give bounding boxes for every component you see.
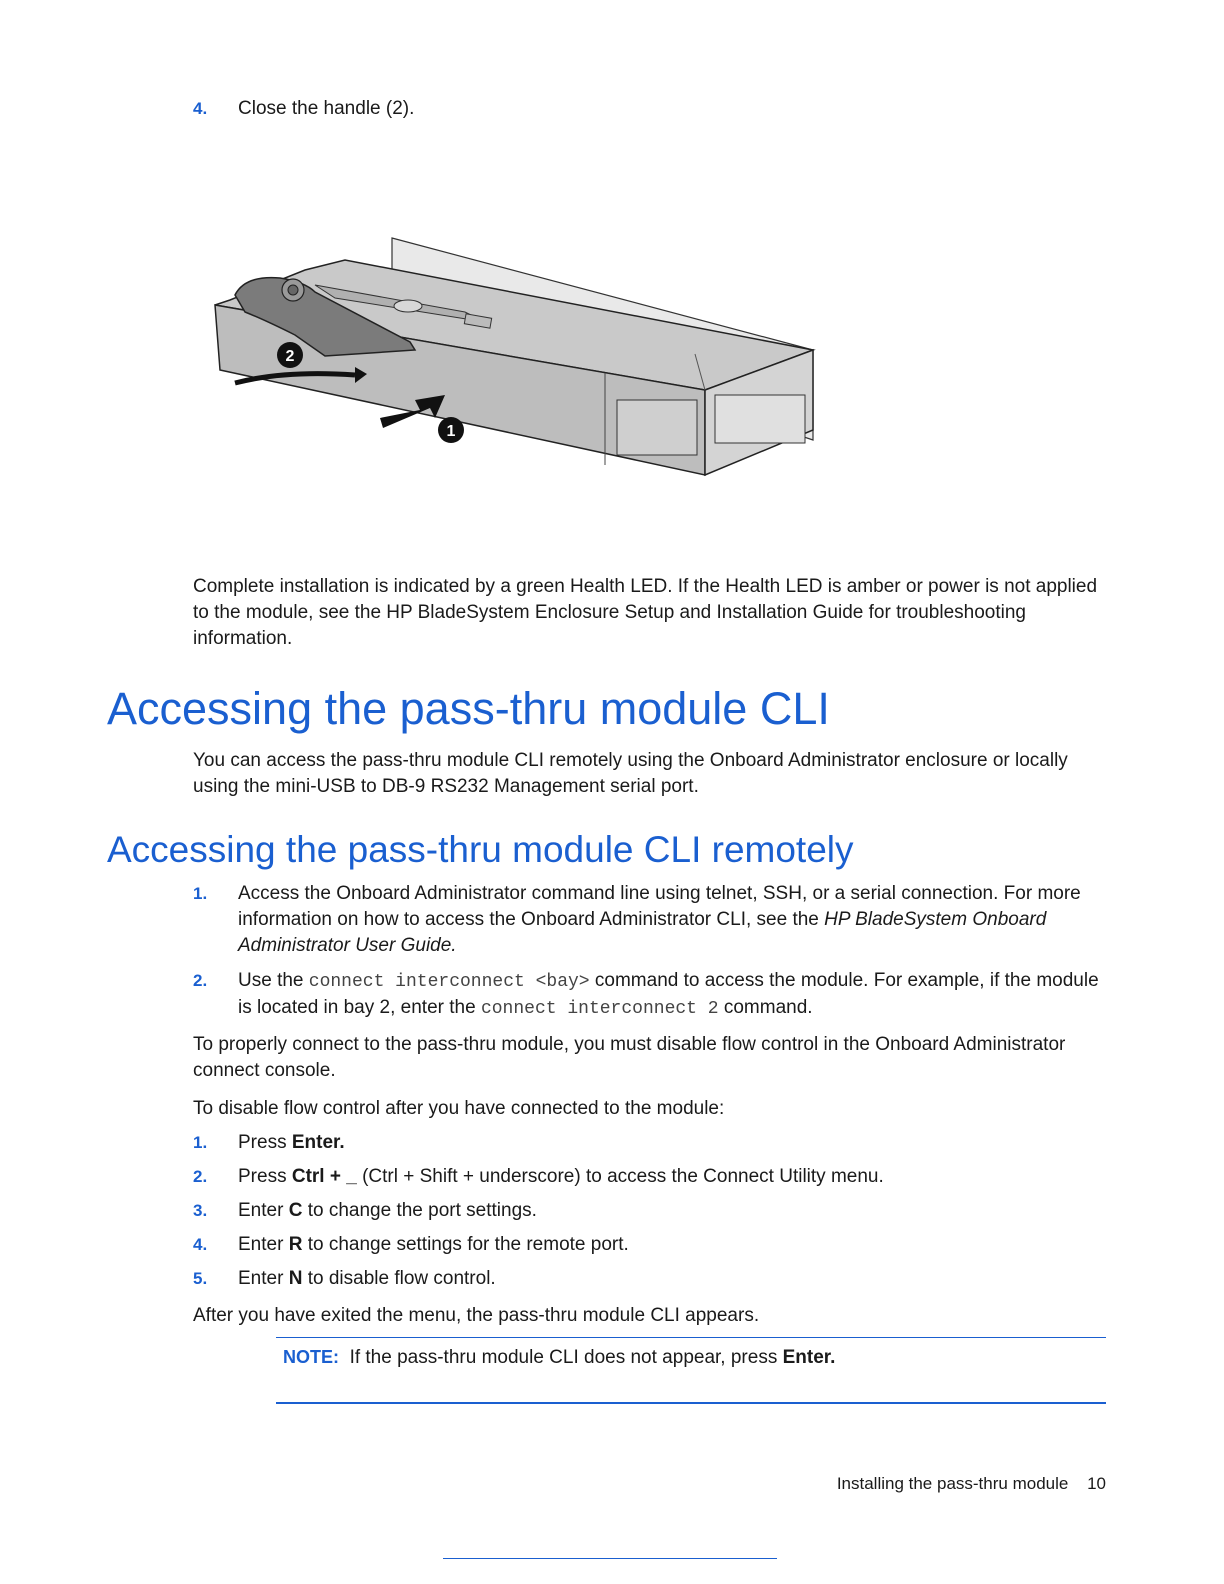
section-heading: Accessing the pass-thru module CLI [107, 683, 830, 734]
step-number: 1. [193, 884, 208, 903]
step-text: Close the handle (2). [238, 98, 415, 119]
command-code: connect interconnect <bay> [308, 972, 590, 992]
note-label: NOTE: [283, 1347, 339, 1367]
note-top-rule [276, 1337, 1106, 1338]
step-number: 5. [193, 1269, 208, 1288]
step-text: Enter C to change the port settings. [238, 1200, 537, 1221]
subsection-heading: Accessing the pass-thru module CLI remotely [107, 829, 854, 870]
step-text: Enter N to disable flow control. [238, 1268, 496, 1289]
step-number: 3. [193, 1201, 208, 1220]
callout-2: 2 [285, 348, 295, 365]
intro-paragraph: You can access the pass-thru module CLI remotely using the Onboard Administrator enclosure or locally using the mini-USB to DB-9 RS232 Management serial port. [193, 750, 1068, 797]
callout-1: 1 [446, 423, 456, 440]
step-text: Use the connect interconnect <bay> command to access the module. For example, if the module is located in bay 2, enter the connect interconnect 2 command. [238, 970, 1099, 1019]
footer-section: Installing the pass-thru module [836, 1474, 1069, 1493]
step-text: Enter R to change settings for the remote port. [238, 1234, 629, 1255]
step-text: Press Ctrl + _ (Ctrl + Shift + underscore) to access the Connect Utility menu. [238, 1166, 884, 1187]
page-footer [837, 1472, 1106, 1496]
installation-paragraph: Complete installation is indicated by a green Health LED. If the Health LED is amber or power is not applied to the module, see the HP BladeSystem Enclosure Setup and Installation Guide for troubleshooting information. [193, 576, 1098, 649]
step-number: 1. [193, 1133, 208, 1152]
disable-intro: To disable flow control after you have connected to the module: [193, 1098, 725, 1119]
step-number: 2. [193, 971, 208, 990]
page-number: 10 [1087, 1474, 1106, 1493]
note-bottom-rule [276, 1402, 1106, 1404]
flow-control-paragraph: To properly connect to the pass-thru module, you must disable flow control in the Onboard Administrator connect console. [193, 1034, 1066, 1081]
after-paragraph: After you have exited the menu, the pass-thru module CLI appears. [193, 1305, 760, 1326]
note-text: If the pass-thru module CLI does not appear, press [349, 1347, 783, 1368]
step-number: 4. [193, 99, 208, 118]
guide-title: HP BladeSystem Onboard Administrator User Guide. [238, 909, 1047, 956]
note [283, 1344, 1103, 1371]
command-code-example: connect interconnect 2 [480, 999, 719, 1019]
step-number: 4. [193, 1235, 208, 1254]
step-number: 2. [193, 1167, 208, 1186]
note-key: Enter. [782, 1347, 836, 1368]
step-text: Access the Onboard Administrator command line using telnet, SSH, or a serial connection. For more information on how to access the Onboard Administrator CLI, see the HP BladeSystem Onboard Administrator User Guide. [238, 883, 1081, 956]
pass-thru-module-illustration [205, 230, 825, 485]
step-text: Press Enter. [238, 1132, 345, 1153]
bottom-link-rule [443, 1558, 777, 1559]
